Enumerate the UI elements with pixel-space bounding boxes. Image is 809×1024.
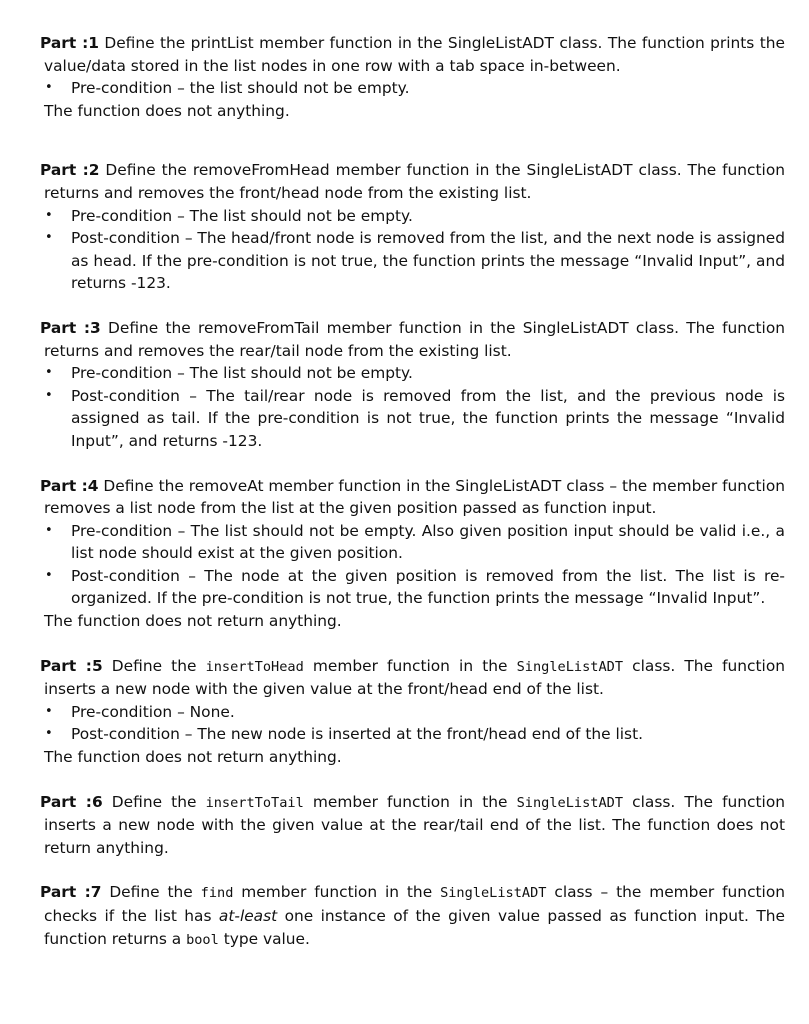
part-1-intro-text: Define the printList member function in the SingleListADT class. The function prints the value/data stored in the list nodes in one row with a tab space in-between. <box>44 34 785 75</box>
part-1-conditions <box>40 77 785 100</box>
emphasis-at-least: at-least <box>218 907 278 925</box>
part-1-closing: The function does not anything. <box>44 101 290 120</box>
list-item <box>40 385 785 453</box>
part-4-label: Part :4 <box>40 476 99 495</box>
bullet-icon: • <box>45 230 53 246</box>
list-item <box>40 77 785 100</box>
bullet-icon: • <box>45 703 53 719</box>
condition-text: Post-condition – The head/front node is removed from the list, and the next node is assigned as head. If the pre-condition is not true, the function prints the message “Invalid Input”, and returns -123. <box>71 229 785 293</box>
condition-text: Post-condition – The new node is inserted at the front/head end of the list. <box>71 725 643 744</box>
part-2-intro-text: Define the removeFromHead member function in the SingleListADT class. The function returns and removes the front/head node from the existing list. <box>44 161 785 202</box>
list-item <box>40 362 785 385</box>
part-5-label: Part :5 <box>40 656 103 675</box>
code-bool: bool <box>186 931 219 948</box>
list-item <box>40 227 785 295</box>
condition-text: Pre-condition – None. <box>71 702 235 721</box>
part-3-conditions <box>40 362 785 452</box>
bullet-icon: • <box>45 726 53 742</box>
part-5-closing: The function does not return anything. <box>44 748 342 767</box>
condition-text: Post-condition – The tail/rear node is removed from the list, and the previous node is assigned as tail. If the pre-condition is not true, the function prints the message “Invalid Input”, and returns -123. <box>71 386 785 450</box>
part-5 <box>40 655 785 769</box>
bullet-icon: • <box>45 387 53 403</box>
code-SingleListADT: SingleListADT <box>516 658 624 675</box>
part-7-text-b: member function in the <box>233 883 441 902</box>
list-item <box>40 520 785 565</box>
part-3-intro-text: Define the removeFromTail member function in the SingleListADT class. The function returns and removes the rear/tail node from the existing list. <box>44 318 785 360</box>
part-3-label: Part :3 <box>40 318 101 337</box>
code-insertToTail: insertToTail <box>205 794 304 811</box>
code-SingleListADT: SingleListADT <box>440 885 547 902</box>
part-7-text-a: Define the <box>101 883 201 902</box>
condition-text: Post-condition – The node at the given position is removed from the list. The list is re-organized. If the pre-condition is not true, the function prints the message “Invalid Input”. <box>71 566 785 608</box>
part-2-intro <box>40 159 785 204</box>
part-5-intro <box>40 655 785 701</box>
part-7-text-e: type value. <box>218 929 310 948</box>
part-4-intro <box>40 475 785 520</box>
part-1-intro <box>40 32 785 77</box>
code-find: find <box>200 885 234 902</box>
part-7-text-c: class – the member function checks if the list has <box>44 883 786 925</box>
condition-text: Pre-condition – The list should not be empty. <box>71 206 413 225</box>
part-3-intro <box>40 317 785 362</box>
part-6-intro <box>40 791 785 860</box>
condition-text: Pre-condition – The list should not be empty. <box>71 364 413 383</box>
part-1 <box>40 32 785 122</box>
part-6-text-a: Define the <box>102 792 206 811</box>
condition-text: Pre-condition – The list should not be empty. Also given position input should be valid i.e., a list node should exist at the given position. <box>71 521 785 563</box>
condition-text: Pre-condition – the list should not be empty. <box>71 79 410 98</box>
code-insertToHead: insertToHead <box>205 658 304 675</box>
part-1-label: Part :1 <box>40 34 99 52</box>
part-7-label: Part :7 <box>40 883 102 902</box>
part-7 <box>40 881 785 951</box>
part-3 <box>40 317 785 453</box>
part-6 <box>40 791 785 860</box>
list-item <box>40 701 785 724</box>
bullet-icon: • <box>45 207 53 223</box>
part-2 <box>40 159 785 295</box>
list-item <box>40 565 785 610</box>
part-4 <box>40 475 785 633</box>
list-item <box>40 205 785 228</box>
part-5-text-a: Define the <box>102 656 206 675</box>
list-item <box>40 723 785 746</box>
bullet-icon: • <box>45 567 53 583</box>
part-7-intro <box>40 881 785 951</box>
part-6-label: Part :6 <box>40 792 103 811</box>
document-body <box>40 32 785 951</box>
part-4-conditions <box>40 520 785 610</box>
bullet-icon: • <box>45 522 53 538</box>
part-5-text-c: class. The function inserts a new node with the given value at the front/head end of the list. <box>44 656 785 699</box>
part-4-closing: The function does not return anything. <box>44 612 342 631</box>
bullet-icon: • <box>45 365 53 381</box>
code-SingleListADT: SingleListADT <box>516 794 624 811</box>
part-4-intro-text: Define the removeAt member function in the SingleListADT class – the member function removes a list node from the list at the given position passed as function input. <box>44 476 786 518</box>
part-6-text-c: class. The function inserts a new node with the given value at the rear/tail end of the list. The function does not return anything. <box>44 792 785 857</box>
bullet-icon: • <box>45 80 53 96</box>
part-2-label: Part :2 <box>40 161 100 180</box>
part-7-text-d: one instance of the given value passed as function input. The function returns a <box>44 907 785 948</box>
part-2-conditions <box>40 205 785 295</box>
part-6-text-b: member function in the <box>303 792 517 811</box>
part-5-text-b: member function in the <box>303 656 517 675</box>
part-5-conditions <box>40 701 785 746</box>
